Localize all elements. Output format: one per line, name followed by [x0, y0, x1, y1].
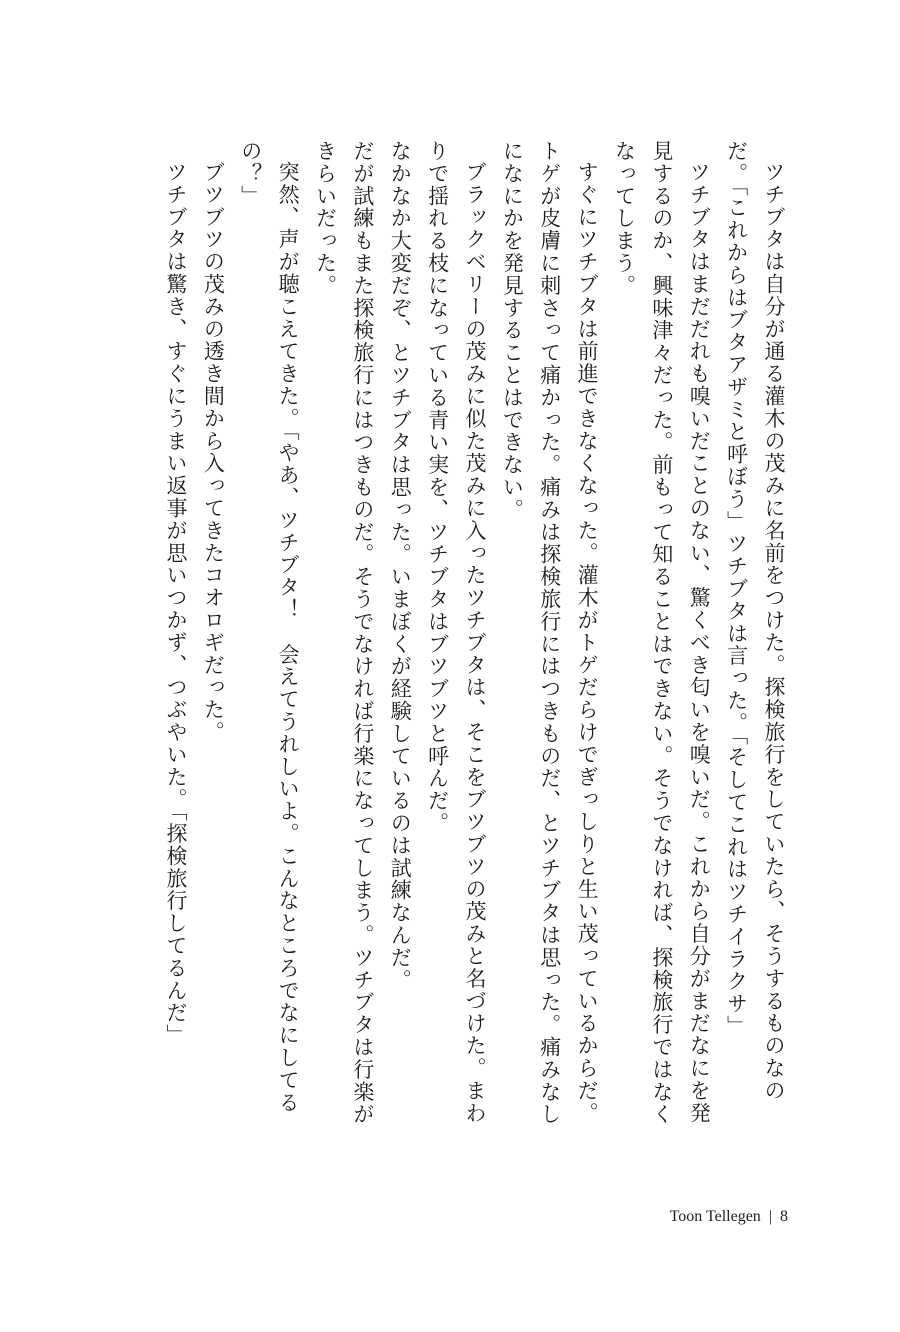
author-name: Toon Tellegen	[669, 1208, 761, 1225]
paragraph: ブラックベリーの茂みに似た茂みに入ったツチブタは、そこをブツブツの茂みと名づけた。まわりで揺れる枝になっている青い実を、ツチブタはブツブツと呼んだ。	[425, 140, 487, 1125]
paragraph: すぐにツチブタは前進できなくなった。灌木がトゲだらけでぎっしりと生い茂っているからだ。トゲが皮膚に刺さって痛かった。痛みは探検旅行にはつきものだ、とツチブタは思った。痛みなしになにかを発見することはできない。	[500, 140, 600, 1126]
footer-separator: |	[768, 1208, 772, 1225]
paragraph: なかなか大変だぞ、とツチブタは思った。いまぼくが経験しているのは試練なんだ。	[388, 140, 413, 992]
page-number: 8	[780, 1208, 788, 1225]
paragraph: ツチブタは驚き、すぐにうまい返事が思いつかず、つぶやいた。「探検旅行してるんだ」	[164, 161, 188, 1047]
vertical-text-body	[102, 140, 792, 1140]
paragraph: 突然、声が聴こえてきた。「やあ、ツチブタ！ 会えてうれしいよ。こんなところでなにしてるの？」	[238, 140, 301, 1114]
paragraph: ツチブタはまだだれも嗅いだことのない、驚くべき匂いを嗅いだ。これから自分がまだなにを発見するのか、興味津々だった。前もって知ることはできない。そうでなければ、探検旅行ではなくなってしまう。	[612, 140, 712, 1126]
paragraph: だが試練もまた探検旅行にはつきものだ。そうでなければ行楽になってしまう。ツチブタは行楽がきらいだった。	[313, 140, 375, 1126]
paragraph: ツチブタは自分が通る灌木の茂みに名前をつけた。探検旅行をしていたら、そうするものなのだ。「これからはブタアザミと呼ぼう」ツチブタは言った。「そしてこれはツチイラクサ」	[724, 140, 786, 1102]
page-footer	[670, 1208, 788, 1226]
paragraph: ブツブツの茂みの透き間から入ってきたコオロギだった。	[201, 161, 226, 744]
